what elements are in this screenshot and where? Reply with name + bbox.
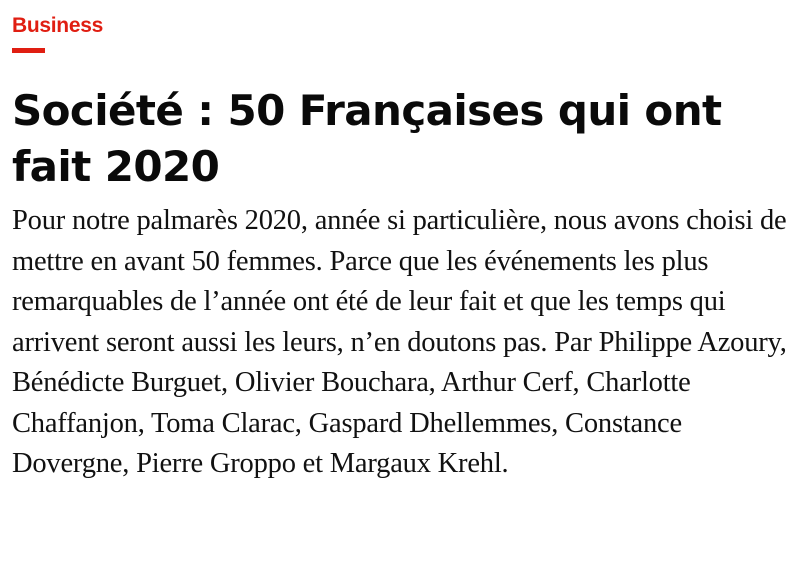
article-header	[12, 0, 788, 485]
article-lede: Pour notre palmarès 2020, année si particulière, nous avons choisi de mettre en avant 50 femmes. Parce que les événements les plus remarquables de l’année ont été de leur fait et que les temps qui arrivent seront aussi les leurs, n’en doutons pas. Par Philippe Azoury, Bénédicte Burguet, Olivier Bouchara, Arthur Cerf, Charlotte Chaffanjon, Toma Clarac, Gaspard Dhellemmes, Constance Dovergne, Pierre Groppo et Margaux Krehl.	[12, 205, 787, 479]
article-title: Société : 50 Françaises qui ont fait 2020	[12, 86, 722, 191]
category-underline	[12, 48, 45, 53]
category-link[interactable]: Business	[12, 14, 103, 37]
